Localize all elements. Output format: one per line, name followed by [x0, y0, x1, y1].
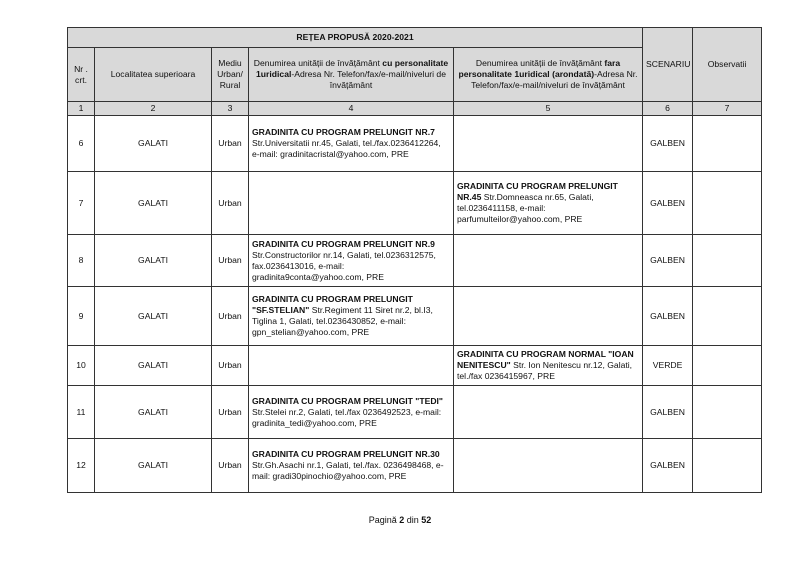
- footer-page-total: 52: [421, 515, 432, 525]
- column-number: 4: [249, 102, 454, 116]
- row-localitate: GALATI: [95, 235, 212, 287]
- row-scenariu: GALBEN: [643, 172, 693, 235]
- header-unit-with-legal-personality: Denumirea unității de învățământ cu personalitate 1uridical-Adresa Nr. Telefon/fax/e-mail/niveluri de învățământ: [249, 48, 454, 102]
- row-nr: 12: [68, 439, 95, 493]
- column-number: 1: [68, 102, 95, 116]
- footer-prefix: Pagină: [368, 515, 400, 525]
- row-unit-with-pj: GRADINITA CU PROGRAM PRELUNGIT NR.30 Str.Gh.Asachi nr.1, Galati, tel./fax. 0236498468, e-mail: gradi30pinochio@yahoo.com, PRE: [249, 439, 454, 493]
- row-mediu: Urban: [212, 172, 249, 235]
- row-observatii: [693, 287, 762, 346]
- row-observatii: [693, 386, 762, 439]
- row-scenariu: VERDE: [643, 346, 693, 386]
- row-nr: 7: [68, 172, 95, 235]
- row-unit-with-pj: [249, 172, 454, 235]
- table-row: [68, 235, 762, 287]
- row-nr: 11: [68, 386, 95, 439]
- row-localitate: GALATI: [95, 386, 212, 439]
- table-title: REȚEA PROPUSĂ 2020-2021: [68, 28, 643, 48]
- row-unit-without-pj: GRADINITA CU PROGRAM NORMAL "IOAN NENITESCU" Str. Ion Nenitescu nr.12, Galati, tel./fax 0236415967, PRE: [454, 346, 643, 386]
- row-mediu: Urban: [212, 439, 249, 493]
- row-mediu: Urban: [212, 386, 249, 439]
- page-footer: [0, 515, 800, 525]
- header-scenariu: SCENARIU: [643, 28, 693, 102]
- column-number: 7: [693, 102, 762, 116]
- column-number: 2: [95, 102, 212, 116]
- row-mediu: Urban: [212, 116, 249, 172]
- footer-middle: din: [404, 515, 422, 525]
- row-scenariu: GALBEN: [643, 386, 693, 439]
- row-localitate: GALATI: [95, 439, 212, 493]
- row-unit-without-pj: [454, 235, 643, 287]
- header-mediu: Mediu Urban/ Rural: [212, 48, 249, 102]
- column-number-row: [68, 102, 762, 116]
- footer-page-number: 2: [399, 515, 405, 525]
- row-unit-with-pj: GRADINITA CU PROGRAM PRELUNGIT NR.7 Str.Universitatii nr.45, Galati, tel./fax.0236412264, e-mail: gradinitacristal@yahoo.com, PRE: [249, 116, 454, 172]
- row-unit-without-pj: [454, 116, 643, 172]
- row-scenariu: GALBEN: [643, 235, 693, 287]
- row-nr: 6: [68, 116, 95, 172]
- table-row: [68, 116, 762, 172]
- row-scenariu: GALBEN: [643, 287, 693, 346]
- row-mediu: Urban: [212, 346, 249, 386]
- header-observatii: Observatii: [693, 28, 762, 102]
- row-scenariu: GALBEN: [643, 439, 693, 493]
- row-mediu: Urban: [212, 287, 249, 346]
- row-observatii: [693, 235, 762, 287]
- header-nr-crt: Nr . crt.: [68, 48, 95, 102]
- row-unit-with-pj: GRADINITA CU PROGRAM PRELUNGIT "TEDI" Str.Stelei nr.2, Galati, tel./fax 0236492523, e-mail: gradinita_tedi@yahoo.com, PRE: [249, 386, 454, 439]
- column-number: 3: [212, 102, 249, 116]
- row-nr: 8: [68, 235, 95, 287]
- row-nr: 9: [68, 287, 95, 346]
- header-unit-without-legal-personality: Denumirea unității de învățământ fara personalitate 1uridical (arondată)-Adresa Nr. Telefon/fax/e-mail/niveluri de învățământ: [454, 48, 643, 102]
- row-unit-with-pj: [249, 346, 454, 386]
- table-row: [68, 439, 762, 493]
- row-unit-without-pj: GRADINITA CU PROGRAM PRELUNGIT NR.45 Str.Domneasca nr.65, Galati, tel.0236411158, e-mail: parfumulteilor@yahoo.com, PRE: [454, 172, 643, 235]
- row-observatii: [693, 346, 762, 386]
- row-localitate: GALATI: [95, 287, 212, 346]
- row-observatii: [693, 439, 762, 493]
- row-observatii: [693, 116, 762, 172]
- row-nr: 10: [68, 346, 95, 386]
- table-row: [68, 346, 762, 386]
- row-unit-with-pj: GRADINITA CU PROGRAM PRELUNGIT NR.9 Str.Constructorilor nr.14, Galati, tel.0236312575, fax.0236413016, e-mail: gradinita9conta@yahoo.com, PRE: [249, 235, 454, 287]
- table-row: [68, 386, 762, 439]
- row-localitate: GALATI: [95, 346, 212, 386]
- row-observatii: [693, 172, 762, 235]
- column-number: 5: [454, 102, 643, 116]
- row-scenariu: GALBEN: [643, 116, 693, 172]
- row-unit-without-pj: [454, 287, 643, 346]
- row-unit-without-pj: [454, 439, 643, 493]
- row-localitate: GALATI: [95, 116, 212, 172]
- row-localitate: GALATI: [95, 172, 212, 235]
- row-mediu: Urban: [212, 235, 249, 287]
- row-unit-without-pj: [454, 386, 643, 439]
- row-unit-with-pj: GRADINITA CU PROGRAM PRELUNGIT "SF.STELIAN" Str.Regiment 11 Siret nr.2, bl.I3, Tiglina 1, Galati, tel.0236430852, e-mail: gpn_stelian@yahoo.com, PRE: [249, 287, 454, 346]
- header-localitate: Localitatea superioara: [95, 48, 212, 102]
- table-row: [68, 287, 762, 346]
- school-network-table: [67, 27, 762, 493]
- table-row: [68, 172, 762, 235]
- column-number: 6: [643, 102, 693, 116]
